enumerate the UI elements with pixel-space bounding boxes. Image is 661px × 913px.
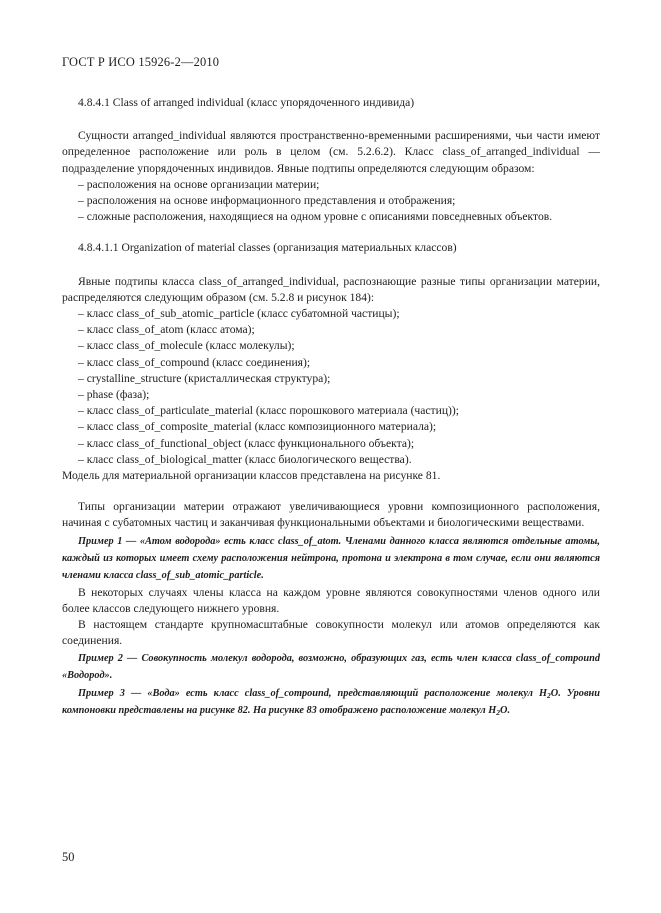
example-2: Пример 2 — Совокупность молекул водорода, возможно, образующих газ, есть член класса class_of_compound «Водород». — [62, 653, 600, 682]
document-header: ГОСТ Р ИСО 15926-2—2010 — [62, 55, 220, 69]
list-item: – класс class_of_biological_matter (класс биологического вещества). — [76, 452, 600, 468]
example-1: Пример 1 — «Атом водорода» есть класс class_of_atom. Членами данного класса являются отдельные атомы, каждый из которых имеет схему расположения нейтрона, протона и электрона в том случае, если они являются членами класса class_of_sub_atomic_particle. — [62, 535, 600, 581]
document-body — [62, 95, 600, 720]
list-item: – расположения на основе организации материи; — [76, 177, 600, 193]
page-number: 50 — [62, 850, 75, 864]
paragraph-collections: В некоторых случаях члены класса на каждом уровне являются совокупностями членов одного или более классов следующего нижнего уровня. — [62, 585, 600, 615]
section-heading-4-8-4-1-1: 4.8.4.1.1 Organization of material classes (организация материальных классов) — [78, 241, 457, 255]
list-item: – класс class_of_compound (класс соединения); — [76, 355, 600, 371]
list-item: – класс class_of_functional_object (класс функционального объекта); — [76, 436, 600, 452]
list-item: – класс class_of_atom (класс атома); — [76, 322, 600, 338]
paragraph-model-figure: Модель для материальной организации классов представлена на рисунке 81. — [62, 469, 441, 483]
list-item: – класс class_of_sub_atomic_particle (класс субатомной частицы); — [76, 306, 600, 322]
section-heading-4-8-4-1: 4.8.4.1 Class of arranged individual (класс упорядоченного индивида) — [78, 96, 415, 109]
list-item: – расположения на основе информационного представления и отображения; — [76, 193, 600, 209]
list-item: – класс class_of_molecule (класс молекулы); — [76, 338, 600, 354]
list-item: – phase (фаза); — [76, 387, 600, 403]
example-3: Пример 3 — «Вода» есть класс class_of_compound, представляющий расположение молекул $H_2O$. Уровни компоновки представлены на рисунке 82. На рисунке 83 отображено расположение молекул $H_2O$. — [62, 688, 600, 718]
material-class-list — [62, 306, 600, 468]
paragraph-compounds: В настоящем стандарте крупномасштабные совокупности молекул или атомов определяются как соединения. — [62, 618, 600, 648]
list-item: – класс class_of_composite_material (класс композиционного материала); — [76, 419, 600, 435]
paragraph-organization-types: Типы организации материи отражают увеличивающиеся уровни композиционного расположения, начиная с субатомных частиц и заканчивая функциональными объектами и биологическими веществами. — [62, 500, 600, 530]
paragraph-material-organization: Явные подтипы класса class_of_arranged_individual, распознающие разные типы организации материи, распределяются следующим образом (см. 5.2.8 и рисунок 184): — [62, 274, 600, 304]
list-item: – класс class_of_particulate_material (класс порошкового материала (частиц)); — [76, 403, 600, 419]
subtype-list — [62, 177, 600, 226]
list-item: – crystalline_structure (кристаллическая структура); — [76, 371, 600, 387]
paragraph-arranged-individual: Сущности arranged_individual являются пространственно-временными расширениями, чьи части имеют определенное расположение или роль в целом (см. 5.2.6.2). Класс class_of_arranged_individual — подразделение упорядоченных индивидов. Явные подтипы определяются следующим образом: — [62, 129, 600, 175]
list-item: – сложные расположения, находящиеся на одном уровне с описаниями повседневных объектов. — [76, 209, 600, 225]
